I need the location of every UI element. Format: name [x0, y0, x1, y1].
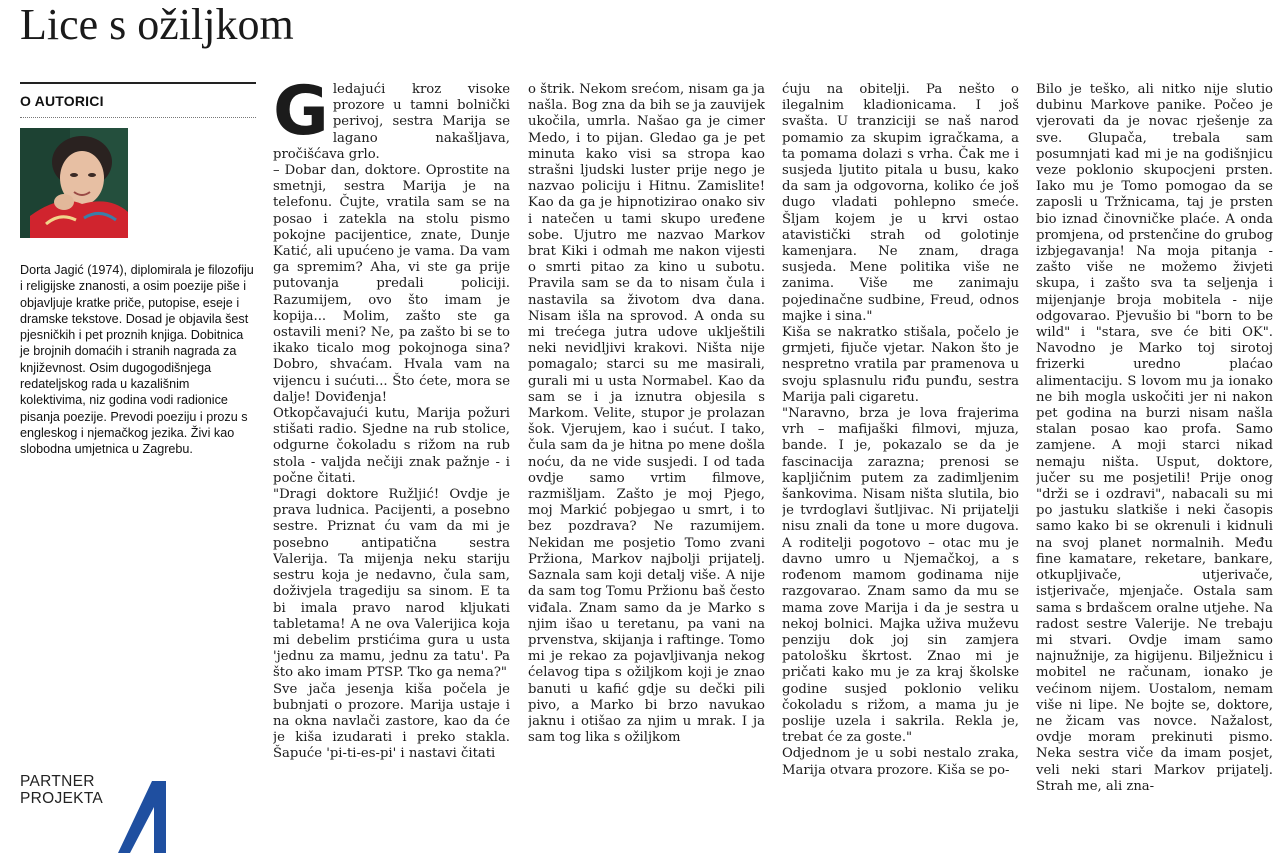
partner-label-line1: PARTNER	[20, 773, 95, 790]
article-column-1	[273, 82, 510, 852]
drop-cap: G	[273, 82, 329, 151]
paragraph: Odjednom je u sobi nestalo zraka, Marija otvara prozore. Kiša se po-	[782, 746, 1019, 778]
sidebar-top-rule	[20, 82, 256, 84]
paragraph: ledajući kroz visoke prozore u tamni bolnički perivoj, sestra Marija se lagano nakašljava, pročišćava grlo.	[273, 82, 510, 162]
partner-logo-icon	[116, 773, 186, 853]
article-title: Lice s ožiljkom	[20, 0, 294, 49]
sidebar-dotted-rule	[20, 117, 256, 118]
partner-block	[20, 773, 256, 807]
paragraph: Otkopčavajući kutu, Marija požuri stišati radio. Sjedne na rub stolice, odgurne čokoladu s rižom na rub stola - valjda nečiji znak pažnje - i počne čitati.	[273, 406, 510, 486]
article-column-3	[782, 82, 1019, 852]
author-portrait-image	[20, 128, 128, 238]
paragraph: Bilo je teško, ali nitko nije slutio dubinu Markove panike. Počeo je vjerovati da je novac rješenje za sve. Glupača, trebala sam posumnjati kad mi je na godišnjicu veze poklonio skupocjeni prsten. Iako mu je Tomo pomogao da se zaposli u Tržnicama, taj je prsten bio iznad činovničke plaće. A onda promjena, od prstenčine do grubog izbjegavanja! Na moja pitanja - zašto više ne možemo živjeti skupa, i zašto sva ta seljenja i mijenjanje broja mobitela - nije odgovarao. Pjevušio bi "born to be wild" i "stara, sve će biti OK". Navodno je Marko toj sirotoj frizerki uredno plaćao alimentaciju. S lovom mu ja ionako ne bih mogla uskočiti jer ni nakon pet godina na burzi nisam našla stalan posao kao profa. Samo zamjene. A moji starci nikad nemaju ništa. Usput, doktore, jučer su me posjetili! Prije onog "drži se i ozdravi", nabacali su mi po jastuku slatkiše i neki časopis samo kako bi se okrenuli i kidnuli na svoj planet normalnih. Među fine kamatare, reketare, bankare, otkupljivače, utjerivače, istjerivače, mjenjače. Ostala sam sama s brdašcem oralne utjehe. Na radost sestre Valerije. Ne trebaju mi stvari. Ovdje imam samo najnužnije, za higijenu. Bilježnicu i mobitel ne računam, ionako je većinom nijem. Uostalom, nemam više ni lipe. Ne bojte se, doktore, ne žicam vas novce. Nažalost, ovdje moram prekinuti pismo. Neka sestra viče da imam posjet, veli neki stari Markov prijatelj. Strah me, ali zna-	[1036, 82, 1273, 794]
paragraph: o štrik. Nekom srećom, nisam ga ja našla. Bog zna da bih se ja zauvijek ukočila, umrla. Našao ga je cimer Medo, i to pijan. Gledao ga je pet minuta kako visi sa stropa kao strašni ljudski luster prije nego je nazvao policiju i Hitnu. Zamislite! Kao da ga je hipnotizirao onako siv i natečen u tami skupo uređene sobe. Ujutro me nazvao Markov brat Kiki i odmah me nakon vijesti o smrti pitao za kino u subotu. Pravila sam se da to nisam čula i nastavila sa životom dva dana. Nisam išla na sprovod. A onda su mi trećega jutra udove uklještili neki nevidljivi krakovi. Ništa nije pomagalo; starci su me masirali, gurali mi u usta Normabel. Kao da sam se i ja iznutra objesila s Markom. Velite, stupor je prolazan šok. Vjerujem, kao i sućut. I tako, čula sam da je hitna po mene došla noću, da ne vide susjedi. I od tada ovdje samo vrtim filmove, razmišljam. Zašto je moj Pjego, moj Markić pobjegao u smrt, i to bez pozdrava? Ne razumijem. Nekidan me posjetio Tomo zvani Pržiona, Markov najbolji prijatelj. Saznala sam koji detalj više. A nije da sam tog Tomu Pržionu baš često viđala. Znam samo da je Marko s njim išao u teretanu, pa vani na prvenstva, skijanja i raftinge. Tomo mi je rekao za pojavljivanja nekog ćelavog tipa s ožiljkom koji je znao banuti u kafić gdje su dečki pili pivo, a Marko bi brzo navukao jaknu i otišao za njim u mrak. I ja sam tog lika s ožiljkom	[528, 82, 765, 746]
article-column-4	[1036, 82, 1273, 852]
paragraph: "Dragi doktore Ružljić! Ovdje je prava ludnica. Pacijenti, a posebno sestre. Priznat ću vam da mi je posebno antipatična sestra Valerija. Ta mijenja neku stariju sestru koja je nedavno, čula sam, doživjela tragediju sa sinom. E ta bi imala pravo narod kljukati tabletama! A ne ova Valerijica koja mi debelim prstićima gura u usta 'jednu za mamu, jednu za tatu'. Pa što ako imam PTSP. Tko ga nema?"	[273, 487, 510, 681]
partner-label-line2: PROJEKTA	[20, 790, 104, 807]
author-sidebar	[20, 82, 256, 470]
paragraph: "Naravno, brza je lova frajerima vrh – mafijaški filmovi, mjuza, bande. I je, pokazalo se da je fascinacija zarazna; prenosi se kapljičnim putem za zadimljenim šankovima. Nisam ništa slutila, bio je tvrdoglavi šutljivac. Ni prijatelji nisu znali da tone u more dugova. A roditelji pogotovo – otac mu je davno umro u Njemačkoj, a s rođenom mamom godinama nije razgovarao. Znam samo da mu se mama zove Marija i da je sestra u nekoj bolnici. Majka uživa muževu penziju dok joj sin zamjera patološku škrtost. Znao mi je pričati kako mu je za kraj školske godine susjed poklonio veliku čokoladu s rižom, a mama ju je poslije uzela i sakrila. Rekla je, trebat će za goste."	[782, 406, 1019, 746]
author-portrait	[20, 128, 128, 238]
paragraph: Kiša se nakratko stišala, počelo je grmjeti, fijuče vjetar. Nakon što je nespretno vratila par pramenova u svoju splasnulu riđu punđu, sestra Marija pali cigaretu.	[782, 325, 1019, 405]
paragraph: Sve jača jesenja kiša počela je bubnjati o prozore. Marija ustaje i na okna navlači zastore, kao da će je kiša izudarati i preko stakla. Šapuće 'pi-ti-es-pi' i nastavi čitati	[273, 681, 510, 762]
article-column-2	[528, 82, 765, 852]
paragraph: – Dobar dan, doktore. Oprostite na smetnji, sestra Marija je na telefonu. Čujte, vratila sam se na posao i zatekla na stolu pismo pokojne pacijentice, znate, Dunje Katić, ali upućeno je vama. Da vam ga spremim? Aha, vi ste ga prije putovanja predali policiji. Razumijem, ovo što imam je kopija... Molim, zašto ste ga ostavili meni? Ne, pa zašto bi se to ikako ticalo mog pokojnoga sina? Dobro, shvaćam. Hvala vam na vijencu i sućuti... Što ćete, mora se dalje! Doviđenja!	[273, 163, 510, 405]
paragraph: ćuju na obitelji. Pa nešto o ilegalnim kladionicama. I još svašta. U tranziciji se naš narod pomamio za skupim igračkama, a ta pomama dolazi s vrha. Čak me i susjeda ljutito pitala u busu, kako da sam ja odgovorna, koliko će još dugo vladati pohlepno smeće. Šljam kojem je u krvi ostao atavistički strah od golotinje kamenjara. Ne znam, draga susjeda. Mene politika više ne zanima. Više me zanimaju pojedinačne sudbine, Freud, odnos majke i sina."	[782, 82, 1019, 324]
author-bio: Dorta Jagić (1974), diplomirala je filozofiju i religijske znanosti, a osim poezije piše i objavljuje kratke priče, putopise, eseje i dramske tekstove. Dosad je objavila šest pjesničkih i pet proznih knjiga. Dobitnica je brojnih domaćih i stranih nagrada za književnost. Osim dugogodišnjega redateljskog rada u kazališnim kolektivima, niz godina vodi radionice pisanja poezije. Prevodi poeziju i prozu s engleskog i njemačkog jezika. Živi kao slobodna umjetnica u Zagrebu.	[20, 263, 254, 457]
about-author-label: O AUTORICI	[20, 93, 104, 109]
